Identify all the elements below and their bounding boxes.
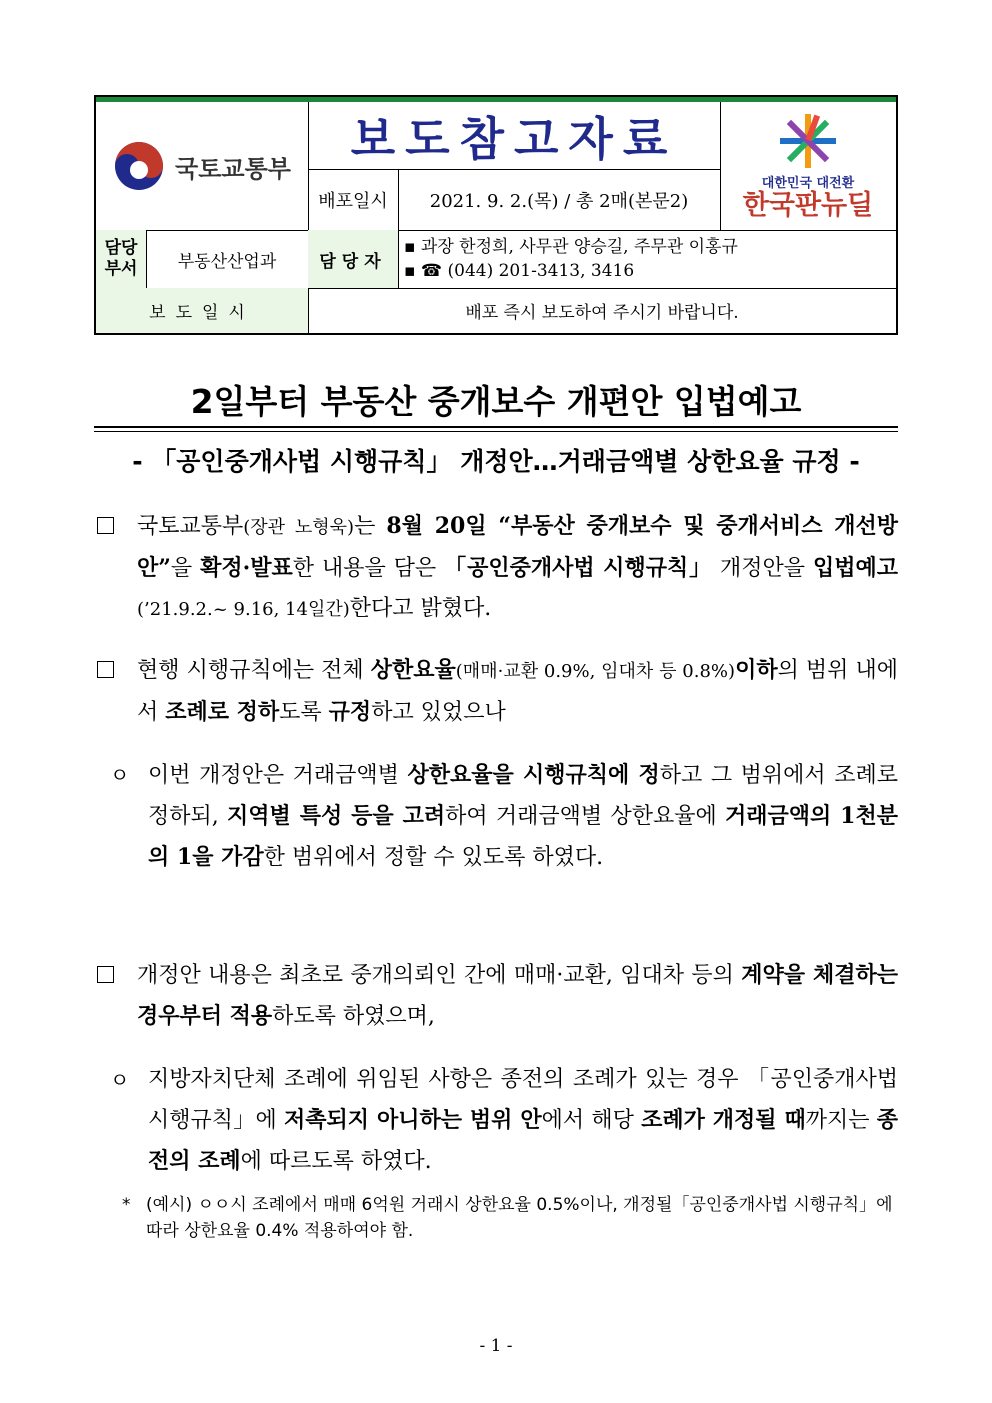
main-title: 2일부터 부동산 중개보수 개편안 입법예고: [190, 382, 802, 421]
doc-title: 보도참고자료: [350, 111, 678, 166]
title-rule-thick: [94, 426, 898, 428]
checkbox-bullet-icon: [97, 517, 114, 534]
circle-bullet: ㅇ: [110, 1068, 130, 1092]
paragraph-1: 국토교통부(장관 노형욱)는 8월 20일 “부동산 중개보수 및 중개서비스 개선방안”을 확정·발표한 내용을 담은 「공인중개사법 시행규칙」 개정안을 입법예고(’21.9.2.~ 9.16, 14일간)한다고 밝혔다.: [94, 506, 898, 630]
dept-label-line1: 담당: [104, 238, 138, 258]
pubdate-value: 배포 즉시 보도하여 주시기 바랍니다.: [465, 303, 739, 323]
staff-label: 담당자: [308, 230, 398, 288]
press-header-box: [94, 95, 898, 335]
title-rule-thin: [94, 431, 898, 432]
page-number: - 1 -: [479, 1336, 513, 1356]
checkbox-bullet-icon: [97, 966, 114, 983]
release-label: 배포일시: [318, 190, 388, 212]
staff-line-names: ▪ 과장 한정희, 사무관 양승길, 주무관 이홍규: [404, 237, 738, 257]
new-deal-slogan-big: 한국판뉴딜: [742, 189, 874, 221]
staff-value: [398, 230, 896, 288]
ministry-name: 국토교통부: [175, 154, 291, 183]
paragraph-3: ㅇ 이번 개정안은 거래금액별 상한요율을 시행규칙에 정하고 그 범위에서 조례로 정하되, 지역별 특성 등을 고려하여 거래금액별 상한요율에 거래금액의 1천분의 1을 가감한 범위에서 정할 수 있도록 하였다.: [94, 755, 898, 878]
dept-label: [96, 230, 146, 288]
subtitle: - 「공인중개사법 시행규칙」 개정안…거래금액별 상한요율 규정 -: [132, 447, 860, 476]
paragraph-2: 현행 시행규칙에는 전체 상한요율(매매·교환 0.9%, 임대차 등 0.8%)이하의 범위 내에서 조례로 정하도록 규정하고 있었으나: [94, 650, 898, 733]
new-deal-star-icon: [776, 112, 840, 170]
note-asterisk: *: [122, 1195, 131, 1215]
circle-bullet: ㅇ: [110, 763, 130, 787]
dept-value: 부동산산업과: [177, 251, 277, 272]
korean-new-deal-logo: [720, 102, 896, 230]
release-value: 2021. 9. 2.(목) / 총 2매(본문2): [429, 190, 689, 212]
taegeuk-icon: [113, 140, 165, 192]
dept-label-line2: 부서: [104, 259, 138, 279]
paragraph-5: ㅇ 지방자치단체 조례에 위임된 사항은 종전의 조례가 있는 경우 「공인중개사법 시행규칙」에 저촉되지 아니하는 범위 안에서 해당 조례가 개정될 때까지는 종전의 조례에 따르도록 하였다.: [94, 1060, 898, 1182]
pubdate-label: 보도일시: [96, 288, 308, 333]
checkbox-bullet-icon: [97, 661, 114, 678]
new-deal-slogan-small: 대한민국 대전환: [761, 175, 855, 191]
example-note: [122, 1192, 898, 1244]
paragraph-4: 개정안 내용은 최초로 중개의뢰인 간에 매매·교환, 임대차 등의 계약을 체결하는 경우부터 적용하도록 하였으며,: [94, 955, 898, 1037]
molit-logo: [96, 102, 308, 230]
staff-line-phone: ▪ ☎ (044) 201-3413, 3416: [404, 261, 635, 281]
note-text: (예시) ㅇㅇ시 조례에서 매매 6억원 거래시 상한요율 0.5%이나, 개정될「공인중개사법 시행규칙」에 따라 상한요율 0.4% 적용하여야 함.: [146, 1195, 893, 1241]
